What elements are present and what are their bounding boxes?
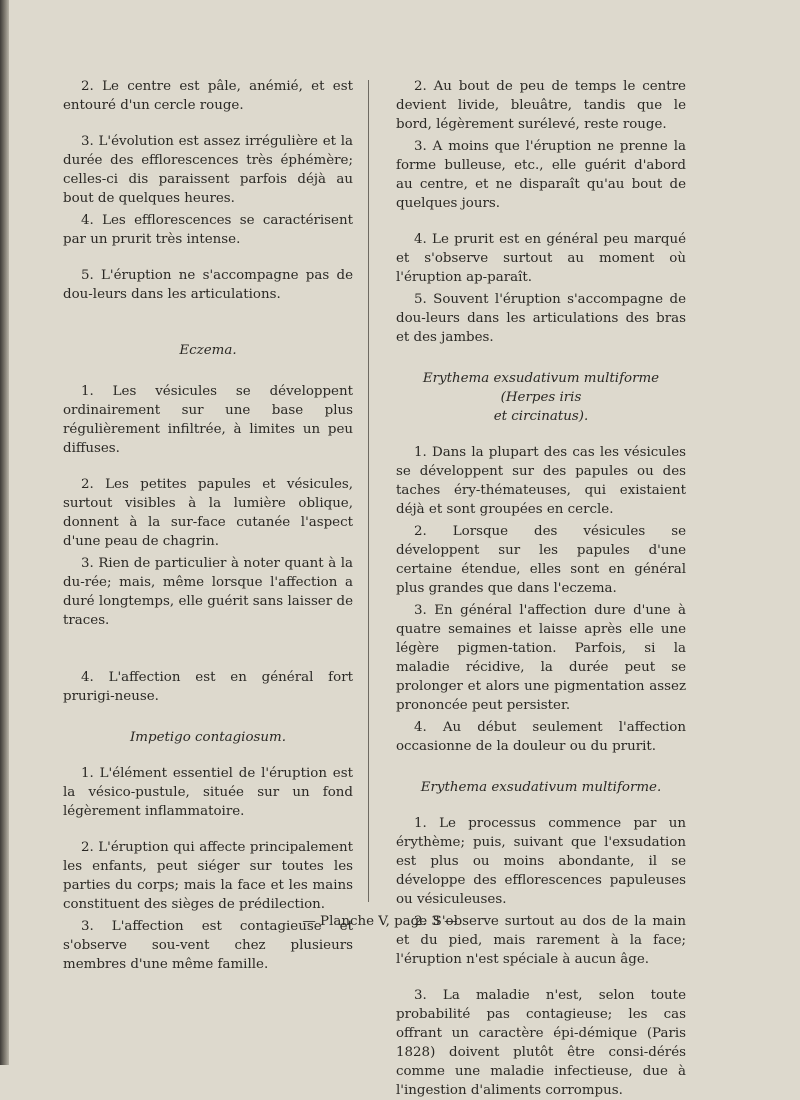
right-paragraph-5: 1. Dans la plupart des cas les vésicules se développent sur des papules ou des taches éry-thémateuses, qui existaient déjà et sont groupées en cercle. <box>396 445 686 517</box>
left-paragraph-1: 2. Le centre est pâle, anémié, et est entouré d'un cercle rouge. <box>63 79 353 113</box>
right-paragraph-2: 3. A moins que l'éruption ne prenne la forme bulleuse, etc., elle guérit d'abord au centre, et ne disparaît qu'au bout de quelques jours. <box>396 139 686 211</box>
left-paragraph-4: 5. L'éruption ne s'accompagne pas de dou-leurs dans les articulations. <box>63 268 353 302</box>
left-paragraph-8: 4. L'affection est en général fort prurigi-neuse. <box>63 670 353 704</box>
column-divider <box>368 80 369 902</box>
left-paragraph-6: 2. Les petites papules et vésicules, surtout visibles à la lumière oblique, donnent à la sur-face cutanée l'aspect d'une peau de chagrin. <box>63 477 353 549</box>
section-heading-erythema-multiforme: Erythema exsudativum multiforme. <box>420 780 662 795</box>
right-paragraph-1: 2. Au bout de peu de temps le centre devient livide, bleuâtre, tandis que le bord, légèrement surélevé, reste rouge. <box>396 79 686 132</box>
left-paragraph-2: 3. L'évolution est assez irrégulière et la durée des efflorescences très éphémère; celles-ci dis paraissent parfois déjà au bout de quelques heures. <box>63 134 353 206</box>
right-paragraph-7: 3. En général l'affection dure d'une à quatre semaines et laisse après elle une légère pigmen-tation. Parfois, si la maladie récidive, la durée peut se prolonger et alors une pigmentation assez prononcée peut persister. <box>396 603 686 713</box>
right-paragraph-10: 2. S'observe surtout au dos de la main et du pied, mais rarement à la face; l'éruption n'est spéciale à aucun âge. <box>396 914 686 967</box>
page-footer: — Planche V, page 3 — <box>302 914 458 929</box>
left-column <box>63 77 353 974</box>
section-heading-erythema-herpes-line-1: Erythema exsudativum multiforme (Herpes iris <box>422 371 660 405</box>
section-heading-erythema-herpes-line-2: et circinatus). <box>493 409 589 424</box>
right-paragraph-11: 3. La maladie n'est, selon toute probabilité pas contagieuse; les cas offrant un caractère épi-démique (Paris 1828) doivent plutôt être consi-dérés comme une maladie infectieuse, due à l'ingestion d'aliments corrompus. <box>396 988 686 1098</box>
section-heading-eczema: Eczema. <box>179 343 237 358</box>
right-paragraph-3: 4. Le prurit est en général peu marqué et s'observe surtout au moment où l'éruption ap-paraît. <box>396 232 686 285</box>
right-column <box>396 77 686 1100</box>
left-paragraph-9: 1. L'élément essentiel de l'éruption est la vésico-pustule, située sur un fond légèrement inflammatoire. <box>63 766 353 819</box>
left-paragraph-3: 4. Les efflorescences se caractérisent par un prurit très intense. <box>63 213 353 247</box>
right-paragraph-4: 5. Souvent l'éruption s'accompagne de dou-leurs dans les articulations des bras et des jambes. <box>396 292 686 345</box>
left-paragraph-5: 1. Les vésicules se développent ordinairement sur une base plus régulièrement infiltrée, à limites un peu diffuses. <box>63 384 353 456</box>
right-paragraph-6: 2. Lorsque des vésicules se développent sur les papules d'une certaine étendue, elles sont en général plus grandes que dans l'eczema. <box>396 524 686 596</box>
left-paragraph-10: 2. L'éruption qui affecte principalement les enfants, peut siéger sur toutes les parties du corps; mais la face et les mains constituent des sièges de prédilection. <box>63 840 353 912</box>
left-paragraph-7: 3. Rien de particulier à noter quant à la du-rée; mais, même lorsque l'affection a duré longtemps, elle guérit sans laisser de traces. <box>63 556 353 628</box>
left-paragraph-11: 3. L'affection est contagieuse et s'observe sou-vent chez plusieurs membres d'une même famille. <box>63 919 353 972</box>
right-paragraph-9: 1. Le processus commence par un érythème; puis, suivant que l'exsudation est plus ou moins abondante, il se développe des efflorescences papuleuses ou vésiculeuses. <box>396 816 686 907</box>
right-paragraph-8: 4. Au début seulement l'affection occasionne de la douleur ou du prurit. <box>396 720 686 754</box>
section-heading-impetigo: Impetigo contagiosum. <box>130 730 286 745</box>
